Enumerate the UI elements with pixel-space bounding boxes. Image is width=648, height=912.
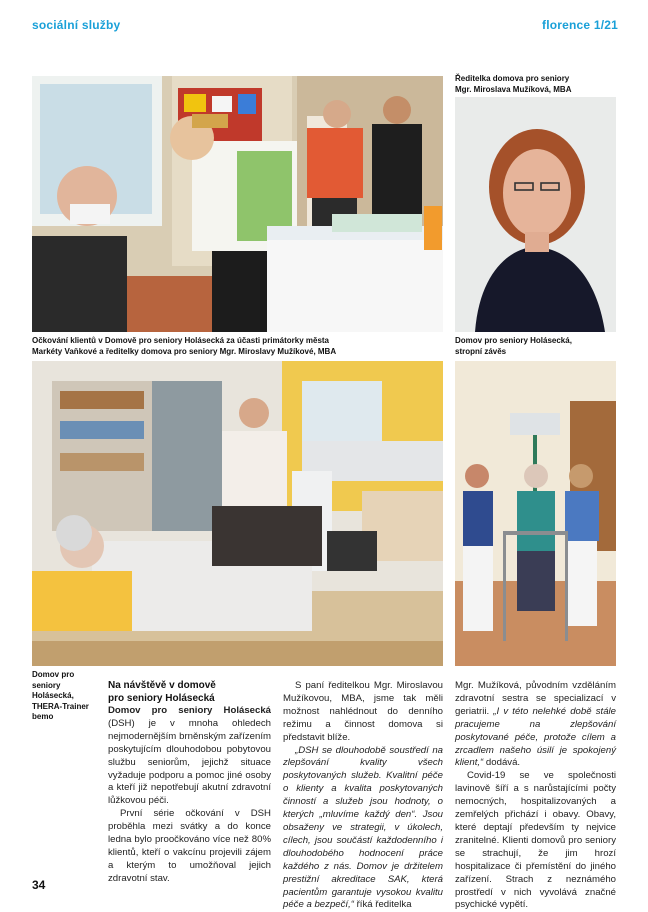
article-heading (108, 680, 271, 705)
caption-line: bemo (32, 712, 54, 721)
paragraph: S paní ředitelkou Mgr. Miroslavou Mužíkovou, MBA, jsme tak měli možnost nahlédnout do denního režimu a činnost domova si představit blíže. (283, 680, 443, 743)
ceiling-hoist-caption (455, 336, 572, 357)
caption-line: Mgr. Miroslava Mužíková, MBA (455, 84, 572, 94)
section-label: sociální služby (32, 18, 121, 32)
heading-line: Na návštěvě v domově (108, 680, 216, 691)
caption-line: seniory (32, 680, 61, 690)
heading-line: pro seniory Holásecká (108, 692, 215, 704)
article-column-1 (108, 680, 271, 886)
paragraph: Covid-19 se ve společnosti lavinově šíří a s narůstajícími počty nemocných, hospitalizovaných a zemřelých přichází i obavy. Obavy, které deptají především ty nejvice zranitelné. Klienti domovů pro seniory se strachují, že jim hrozí hospitalizace či přemístění do jiného zařízení. Strach z neznámého prostředí v nich vyvolává značné psychické vypětí. (455, 770, 616, 911)
caption-line: Domov pro (32, 670, 75, 679)
paragraph: První série očkování v DSH proběhla mezi svátky a do konce ledna bylo proočkováno více než 80% klientů, kteří o vakcínu projevili zájem a kterým to umožňoval jejich zdravotní stav. (108, 808, 271, 884)
thera-trainer-photo (32, 361, 443, 666)
caption-line: Očkování klientů v Domově pro seniory Holásecká za účasti primátorky města (32, 336, 330, 345)
lead-text: Domov pro seniory Holásecká (108, 705, 271, 716)
vaccination-caption (32, 336, 336, 357)
director-caption (455, 74, 571, 95)
caption-line: stropní závěs (455, 346, 507, 356)
caption-line: Ředitelka domova pro seniory (455, 74, 570, 83)
caption-line: Domov pro seniory Holásecká, (455, 336, 572, 345)
quote-text: „DSH se dlouhodobě soustředí na zlepšování kvality všech poskytovaných služeb. Kvalitní péče o klienty a kvalita poskytovaných činností a služeb jsou hodnoty, o kterých „mluvíme každý den“. Jsou obsaženy ve strategii, v úkolech, cílech, jsou součástí každodenního i dlouhodobého hodnocení práce každého z nás. Domov je držitelem prestižní akreditace SAK, která pacientům garantuje vysokou kvalitu péče a bezpečí,“ (283, 744, 443, 911)
ceiling-hoist-photo (455, 361, 616, 666)
quote-text: „I v této nelehké době stále pracujeme na zlepšování poskytované péče, protože cílem a zrcadlem našeho úsilí je spokojený klient,“ (455, 705, 616, 769)
caption-line: THERA-Trainer (32, 701, 89, 711)
thera-trainer-caption (32, 670, 89, 723)
paragraph-text: Mgr. Mužíková, původním vzděláním zdravotní sestra se specializací v geriatrii. (455, 680, 616, 717)
caption-line: Markéty Vaňkové a ředitelky domova pro seniory Mgr. Miroslavy Mužíkové, MBA (32, 346, 337, 356)
article-column-3 (455, 680, 616, 912)
paragraph-text: říká ředitelka (353, 899, 412, 911)
paragraph-text: dodává. (483, 757, 521, 769)
paragraph (283, 745, 443, 912)
paragraph (108, 705, 271, 808)
director-portrait-photo (455, 97, 616, 332)
issue-label: florence 1/21 (542, 18, 618, 32)
paragraph (455, 680, 616, 770)
vaccination-photo (32, 76, 443, 332)
paragraph-text: (DSH) je v mnoha ohledech nejmodernějším brněnským zařízením poskytujícím dlouhodobou pobytovou službu seniorům, jejichž situace vyžaduje podporu a pomoc jiné osoby a kteří již nepotřebují akutní zdravotní lůžkovou péči. (108, 717, 271, 807)
page-number: 34 (32, 878, 46, 892)
article-column-2 (283, 680, 443, 912)
caption-line: Holásecká, (32, 691, 74, 700)
